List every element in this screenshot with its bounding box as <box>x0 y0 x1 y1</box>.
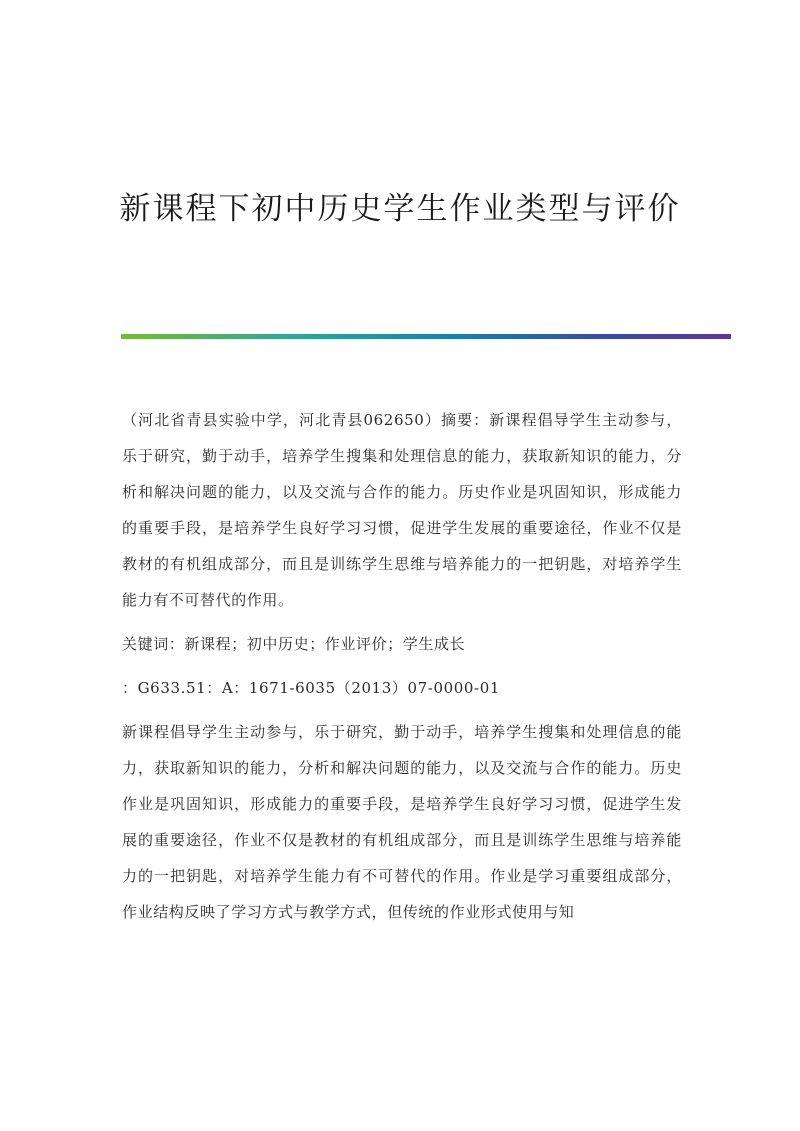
document-title: 新课程下初中历史学生作业类型与评价 <box>119 191 681 227</box>
title-divider <box>121 334 731 339</box>
body-paragraph: 新课程倡导学生主动参与，乐于研究，勤于动手，培养学生搜集和处理信息的能力，获取新知识的能力，分析和解决问题的能力，以及交流与合作的能力。历史作业是巩固知识，形成能力的重要手段，是培养学生良好学习习惯，促进学生发展的重要途径，作业不仅是教材的有机组成部分，而且是训练学生思维与培养能力的一把钥匙，对培养学生能力有不可替代的作用。作业是学习重要组成部分，作业结构反映了学习方式与教学方式，但传统的作业形式使用与知 <box>122 723 682 921</box>
document-body <box>122 402 682 930</box>
abstract-paragraph: （河北省青县实验中学，河北青县062650）摘要：新课程倡导学生主动参与，乐于研究，勤于动手，培养学生搜集和处理信息的能力，获取新知识的能力，分析和解决问题的能力，以及交流与合作的能力。历史作业是巩固知识，形成能力的重要手段，是培养学生良好学习习惯，促进学生发展的重要途径，作业不仅是教材的有机组成部分，而且是训练学生思维与培养能力的一把钥匙，对培养学生能力有不可替代的作用。 <box>122 411 682 609</box>
classification-line: ：G633.51：A：1671-6035（2013）07-0000-01 <box>122 679 500 697</box>
keywords-line: 关键词：新课程；初中历史；作业评价；学生成长 <box>122 635 466 653</box>
